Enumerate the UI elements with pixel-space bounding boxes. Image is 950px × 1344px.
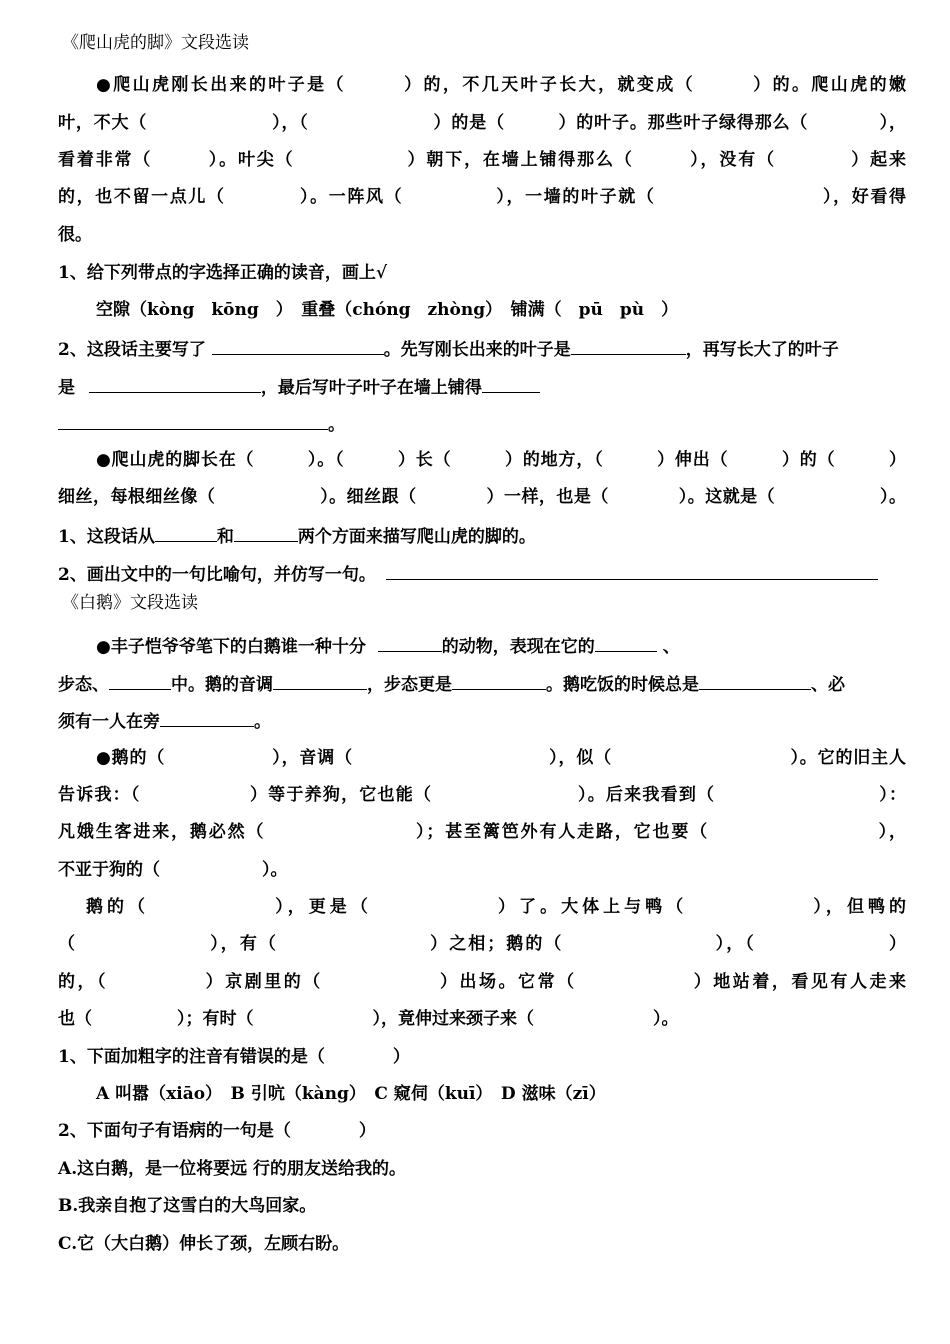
section2-p3-line2: （ ），有（ ）之相；鹅的（ ），（ ）	[58, 934, 906, 954]
section2-p2-line4: 不亚于狗的（ ）。	[58, 860, 288, 880]
q4-text-a: 2、画出文中的一句比喻句，并仿写一句。	[58, 565, 376, 585]
q2-text-a: 2、这段话主要写了	[58, 340, 206, 360]
section2-p1-line1	[96, 633, 906, 659]
section2-q2-option-a: A.这白鹅，是一位将要远 行的朋友送给我的。	[58, 1159, 407, 1179]
p1-text-e: 中。鹅的音调	[171, 675, 273, 695]
answer-blank[interactable]	[452, 671, 546, 690]
section1-q1-options: 空隙（kòng kōng ） 重叠（chóng zhòng） 铺满（ pū pù ）	[96, 300, 679, 320]
p1-text-d: 步态、	[58, 675, 109, 695]
section1-q4	[58, 561, 906, 587]
section1-q1: 1、给下列带点的字选择正确的读音，画上√	[58, 263, 388, 283]
section1-q2-line3	[58, 411, 906, 437]
q2-text-e: ，最后写叶子叶子在墙上铺得	[260, 378, 482, 398]
answer-blank[interactable]	[234, 523, 298, 542]
answer-blank[interactable]	[160, 708, 254, 727]
answer-blank[interactable]	[378, 633, 442, 652]
section2-q1-options: A 叫嚣（xiāo） B 引吭（kàng） C 窥伺（kuī） D 滋味（zī）	[96, 1084, 606, 1104]
p1-text-f: ，步态更是	[367, 675, 452, 695]
q2-text-d: 是	[58, 378, 75, 398]
section2-q2-option-c: C.它（大白鹅）伸长了颈，左顾右盼。	[58, 1234, 350, 1254]
q3-text-b: 和	[216, 527, 234, 547]
p1-text-h: 、必	[811, 675, 845, 695]
q3-text-a: 1、这段话从	[58, 527, 155, 547]
p1-text-j: 。	[254, 712, 271, 732]
answer-blank[interactable]	[386, 561, 878, 580]
q3-text-c: 两个方面来描写爬山虎的脚的。	[297, 527, 536, 547]
section1-q2-line2	[58, 374, 906, 400]
section2-p2-line3: 凡娥生客进来，鹅必然（ ）；甚至篱笆外有人走路，它也要（ ），	[58, 822, 906, 842]
section1-title: 《爬山虎的脚》文段选读	[62, 33, 249, 53]
section1-p1-line5: 很。	[58, 225, 92, 245]
p1-text-a: ●丰子恺爷爷笔下的白鹅谁一种十分	[96, 637, 366, 657]
section1-q2-line1	[58, 336, 906, 362]
section2-title: 《白鹅》文段选读	[62, 593, 198, 613]
section1-p1-line4: 的，也不留一点儿（ ）。一阵风（ ），一墙的叶子就（ ），好看得	[58, 187, 906, 207]
answer-blank[interactable]	[212, 336, 384, 355]
section1-p2-line1: ●爬山虎的脚长在（ ）。（ ）长（ ）的地方，（ ）伸出（ ）的（ ）	[96, 450, 906, 470]
section2-p1-line2	[58, 671, 906, 697]
answer-blank[interactable]	[699, 671, 811, 690]
answer-blank[interactable]	[109, 671, 171, 690]
q2-text-f: 。	[328, 415, 345, 435]
answer-blank[interactable]	[89, 374, 261, 393]
section1-p1-line2: 叶，不大（ ），（ ）的是（ ）的叶子。那些叶子绿得那么（ ），	[58, 113, 906, 133]
answer-blank[interactable]	[571, 336, 686, 355]
section2-p1-line3	[58, 708, 906, 734]
section1-q3	[58, 523, 906, 549]
section2-q1: 1、下面加粗字的注音有错误的是（ ）	[58, 1047, 410, 1067]
section1-p1-line1: ●爬山虎刚长出来的叶子是（ ）的，不几天叶子长大，就变成（ ）的。爬山虎的嫩	[96, 75, 906, 95]
section2-p2-line2: 告诉我：（ ）等于养狗，它也能（ ）。后来我看到（ ）：	[58, 785, 906, 805]
q2-text-c: ，再写长大了的叶子	[685, 340, 839, 360]
p1-text-b: 的动物，表现在它的	[441, 637, 595, 657]
section2-p2-line1: ●鹅的（ ），音调（ ），似（ ）。它的旧主人	[96, 748, 906, 768]
section2-p3-line3: 的，（ ）京剧里的（ ）出场。它常（ ）地站着，看见有人走来	[58, 972, 906, 992]
answer-blank[interactable]	[155, 523, 217, 542]
p1-text-i: 须有一人在旁	[58, 712, 160, 732]
section2-p3-line4: 也（ ）；有时（ ），竟伸过来颈子来（ ）。	[58, 1009, 679, 1029]
answer-blank[interactable]	[595, 633, 657, 652]
section2-p3-line1: 鹅的（ ），更是（ ）了。大体上与鸭（ ），但鸭的	[86, 897, 906, 917]
answer-blank[interactable]	[273, 671, 367, 690]
section1-p1-line3: 看着非常（ ）。叶尖（ ）朝下，在墙上铺得那么（ ），没有（ ）起来	[58, 150, 906, 170]
answer-blank[interactable]	[482, 374, 540, 393]
section2-q2-option-b: B.我亲自抱了这雪白的大鸟回家。	[58, 1196, 317, 1216]
p1-text-g: 。鹅吃饭的时候总是	[546, 675, 699, 695]
q2-text-b: 。先写刚长出来的叶子是	[383, 340, 571, 360]
section2-q2: 2、下面句子有语病的一句是（ ）	[58, 1121, 376, 1141]
section1-p2-line2: 细丝，每根细丝像（ ）。细丝跟（ ）一样，也是（ ）。这就是（ ）。	[58, 487, 906, 507]
answer-blank[interactable]	[58, 411, 328, 430]
p1-text-c: 、	[662, 637, 680, 657]
